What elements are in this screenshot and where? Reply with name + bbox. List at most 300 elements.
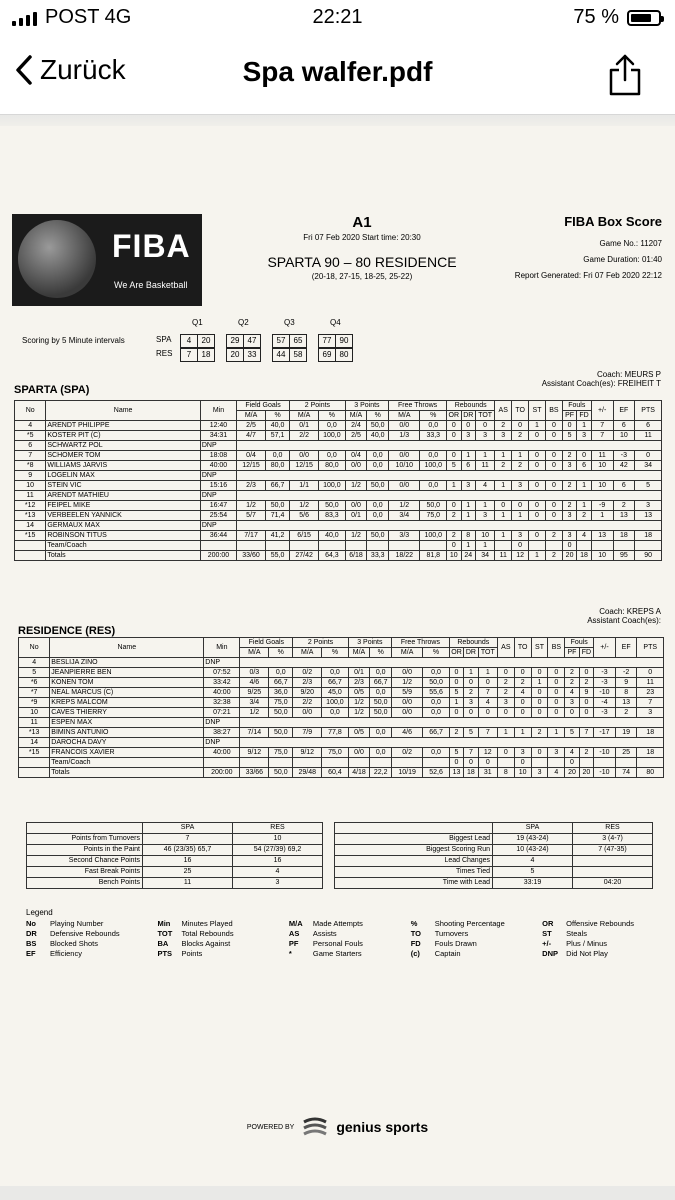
stat-cell: 19 xyxy=(615,728,637,738)
stat-cell: 200:00 xyxy=(204,768,240,778)
stat-cell: 0 xyxy=(497,668,514,678)
stat-cell: 0 xyxy=(579,708,593,718)
empty-cell xyxy=(240,718,664,728)
legend-desc: Offensive Rebounds xyxy=(566,919,634,928)
stat-cell: 1/2 xyxy=(392,678,423,688)
res-intervals-cell: 18 xyxy=(197,348,215,362)
stat-cell: 7 xyxy=(591,431,613,441)
stat-cell: 10 xyxy=(19,708,50,718)
column-header: Name xyxy=(50,638,204,658)
stat-cell: 0 xyxy=(531,668,548,678)
stat-cell: 2 xyxy=(464,688,478,698)
player-name: SCHWARTZ POL xyxy=(46,441,200,451)
stat-cell: 1/2 xyxy=(348,708,370,718)
spa-box-score-table xyxy=(14,400,662,561)
stat-cell: -10 xyxy=(594,688,616,698)
battery-percent: 75 % xyxy=(573,6,619,28)
summary-value: 10 (43-24) xyxy=(493,845,573,856)
stat-cell: 6/18 xyxy=(345,551,367,561)
summary-label: Biggest Lead xyxy=(335,834,493,845)
column-header: TO xyxy=(512,401,529,421)
stat-cell: 2/2 xyxy=(290,431,319,441)
stat-cell: 7 xyxy=(464,748,478,758)
table-row xyxy=(19,768,664,778)
stat-cell xyxy=(15,541,46,551)
stat-cell: 0 xyxy=(497,748,514,758)
stat-cell: 2/3 xyxy=(348,678,370,688)
stat-cell xyxy=(389,541,420,551)
column-header: % xyxy=(370,648,392,658)
stat-cell: -3 xyxy=(594,668,616,678)
stat-cell: 12 xyxy=(512,551,529,561)
stat-cell: 23 xyxy=(637,688,664,698)
stat-cell: 0 xyxy=(579,668,593,678)
res-intervals-cell: 33 xyxy=(243,348,261,362)
legend-column xyxy=(157,919,280,959)
spa-intervals-cell: 65 xyxy=(289,334,307,348)
logo-tagline: We Are Basketball xyxy=(114,280,188,290)
legend-entry xyxy=(157,949,280,959)
stat-cell: 20 xyxy=(565,768,579,778)
stat-cell: 1 xyxy=(461,451,475,461)
stat-cell: 7 xyxy=(15,451,46,461)
column-header: PF xyxy=(562,411,576,421)
stat-cell: 3 xyxy=(461,481,475,491)
stat-cell: 4/7 xyxy=(237,431,266,441)
stat-cell: 50,0 xyxy=(423,678,449,688)
stat-cell: 100,0 xyxy=(319,431,346,441)
stat-cell: *15 xyxy=(15,531,46,541)
spa-intervals-cell: 29 xyxy=(226,334,244,348)
stat-cell: 3 xyxy=(514,748,531,758)
summary-value: 54 (27/39) 69,2 xyxy=(233,845,323,856)
stat-cell: 0 xyxy=(637,668,664,678)
stat-cell: 1 xyxy=(548,728,565,738)
stat-cell: 0 xyxy=(548,708,565,718)
stat-cell: 10 xyxy=(591,551,613,561)
legend-desc: Playing Number xyxy=(50,919,104,928)
game-number: Game No.: 11207 xyxy=(599,239,662,248)
stat-cell: 2 xyxy=(512,431,529,441)
stat-cell: 0,0 xyxy=(370,728,392,738)
stat-cell: 13 xyxy=(615,698,637,708)
stat-cell: 2/2 xyxy=(293,698,322,708)
stat-cell: 100,0 xyxy=(322,698,348,708)
stat-cell xyxy=(322,758,348,768)
legend-abbr: (c) xyxy=(410,949,420,958)
stat-cell: 0 xyxy=(449,708,463,718)
column-header: M/A xyxy=(237,411,266,421)
nav-bar xyxy=(0,36,675,115)
stat-cell: 4 xyxy=(19,658,50,668)
stat-cell: 3 xyxy=(637,708,664,718)
stat-cell: 0 xyxy=(529,511,546,521)
legend-desc: Blocks Against xyxy=(181,939,231,948)
stat-cell: 3 xyxy=(562,531,576,541)
table-row xyxy=(19,658,664,668)
powered-by-label: POWERED BY xyxy=(246,1123,295,1131)
stat-cell: 80,0 xyxy=(319,461,346,471)
stat-cell: 66,7 xyxy=(266,481,290,491)
stat-cell xyxy=(420,541,447,551)
legend-abbr: TO xyxy=(410,929,421,938)
stat-cell: 0,0 xyxy=(370,748,392,758)
stat-cell: 1 xyxy=(577,481,591,491)
stat-cell: 4 xyxy=(577,531,591,541)
column-header: BS xyxy=(548,638,565,658)
stat-cell: 100,0 xyxy=(319,481,346,491)
legend-entry xyxy=(411,949,534,959)
stat-cell xyxy=(293,758,322,768)
stat-cell: 50,0 xyxy=(367,481,389,491)
column-header: % xyxy=(319,411,346,421)
stat-cell: 9 xyxy=(615,678,637,688)
table-row xyxy=(19,738,664,748)
column-header: PF xyxy=(565,648,579,658)
document-edge xyxy=(0,116,675,126)
player-name: Team/Coach xyxy=(46,541,200,551)
stat-cell: 07:52 xyxy=(204,668,240,678)
stat-cell: 0 xyxy=(545,451,562,461)
stat-cell: 0,0 xyxy=(319,451,346,461)
summary-value: 7 (47-35) xyxy=(573,845,653,856)
stat-cell: 33,3 xyxy=(420,431,447,441)
stat-cell: 5 xyxy=(19,668,50,678)
stat-cell: 0 xyxy=(512,421,529,431)
player-name: BESLIJA ZINO xyxy=(50,658,204,668)
stat-cell: *5 xyxy=(15,431,46,441)
doc-header xyxy=(12,214,662,314)
summary-label: Time with Lead xyxy=(335,878,493,889)
stat-cell: 0/0 xyxy=(392,708,423,718)
stat-cell: 9 xyxy=(15,471,46,481)
summary-value: 19 (43-24) xyxy=(493,834,573,845)
legend-desc: Blocked Shots xyxy=(50,939,98,948)
share-button[interactable] xyxy=(605,52,645,96)
column-header: M/A xyxy=(392,648,423,658)
stat-cell xyxy=(579,758,593,768)
stat-cell: 60,4 xyxy=(322,768,348,778)
stat-cell: 0/0 xyxy=(392,668,423,678)
stat-cell: 1 xyxy=(475,541,494,551)
stat-cell: 75,0 xyxy=(269,748,293,758)
stat-cell: 1 xyxy=(495,511,512,521)
stat-cell: 1 xyxy=(475,451,494,461)
summary-value: 16 xyxy=(143,856,233,867)
stat-cell xyxy=(237,541,266,551)
stat-cell: 3 xyxy=(531,768,548,778)
stat-cell: 0/2 xyxy=(293,668,322,678)
summary-label: Times Tied xyxy=(335,867,493,878)
stat-cell: 1/2 xyxy=(237,501,266,511)
stat-cell: 13 xyxy=(591,531,613,541)
summary-header xyxy=(27,823,143,834)
stat-cell: 50,0 xyxy=(269,708,293,718)
legend-desc: Turnovers xyxy=(434,929,469,938)
empty-cell xyxy=(237,491,662,501)
res-coach xyxy=(587,607,661,625)
stat-cell: 0,0 xyxy=(370,668,392,678)
stat-cell xyxy=(615,758,637,768)
legend-abbr: PTS xyxy=(157,949,173,958)
stat-cell: 0,0 xyxy=(420,421,447,431)
stat-cell: 11 xyxy=(637,678,664,688)
legend-entry xyxy=(157,929,280,939)
summary-row xyxy=(335,834,653,845)
stat-cell: 80 xyxy=(637,768,664,778)
stat-cell: 3 xyxy=(475,511,494,521)
game-info xyxy=(262,214,462,281)
stat-cell: 75,0 xyxy=(420,511,447,521)
stat-cell: 0 xyxy=(577,451,591,461)
table-row xyxy=(15,521,662,531)
res-intervals-cell: 80 xyxy=(335,348,353,362)
stat-cell: 3 xyxy=(495,431,512,441)
stat-cell: 3 xyxy=(461,431,475,441)
summary-header: SPA xyxy=(143,823,233,834)
stat-cell: 0 xyxy=(497,708,514,718)
stat-cell xyxy=(348,758,370,768)
stat-cell: 15:16 xyxy=(200,481,236,491)
summary-row xyxy=(27,845,323,856)
stat-cell: 0 xyxy=(447,431,461,441)
stat-cell: 66,7 xyxy=(370,678,392,688)
stat-cell: 1 xyxy=(495,531,512,541)
stat-cell: 2 xyxy=(565,678,579,688)
res-intervals-cell: 58 xyxy=(289,348,307,362)
stat-cell: 4/18 xyxy=(348,768,370,778)
stat-cell: 18 xyxy=(464,768,478,778)
stat-cell: 1/2 xyxy=(348,698,370,708)
stat-cell: 1 xyxy=(495,481,512,491)
stat-cell: 5 xyxy=(449,748,463,758)
pdf-page[interactable] xyxy=(0,126,675,1186)
player-name: JEANPIERRE BEN xyxy=(50,668,204,678)
stat-cell: 90 xyxy=(635,551,662,561)
stat-cell: DNP xyxy=(200,471,236,481)
stat-cell: -3 xyxy=(594,708,616,718)
column-header: Fouls xyxy=(565,638,594,648)
summary-header-row xyxy=(335,823,653,834)
stat-cell xyxy=(423,758,449,768)
stat-cell: 0,0 xyxy=(423,668,449,678)
column-header: M/A xyxy=(293,648,322,658)
stat-cell: *9 xyxy=(19,698,50,708)
stat-cell: 6 xyxy=(635,421,662,431)
legend-abbr: DR xyxy=(26,929,37,938)
table-row xyxy=(19,758,664,768)
stat-cell: 57,1 xyxy=(266,431,290,441)
stat-cell: 5/6 xyxy=(290,511,319,521)
stat-cell: 6 xyxy=(461,461,475,471)
stat-cell: 13 xyxy=(613,511,635,521)
legend-column xyxy=(411,919,534,959)
stat-cell: 50,0 xyxy=(420,501,447,511)
column-header: FD xyxy=(579,648,593,658)
summary-row xyxy=(335,845,653,856)
stat-cell: 11 xyxy=(475,461,494,471)
empty-cell xyxy=(240,738,664,748)
stat-cell: 0 xyxy=(531,708,548,718)
stat-cell: 1/2 xyxy=(345,531,367,541)
stat-cell xyxy=(19,768,50,778)
stat-cell: 0,0 xyxy=(420,481,447,491)
clock: 22:21 xyxy=(312,6,363,28)
stat-cell xyxy=(613,541,635,551)
stat-cell: *12 xyxy=(15,501,46,511)
stat-cell: 0 xyxy=(531,698,548,708)
legend-desc: Minutes Played xyxy=(181,919,233,928)
stat-cell: 0 xyxy=(565,708,579,718)
stat-cell: 55,0 xyxy=(266,551,290,561)
summary-header: SPA xyxy=(493,823,573,834)
stat-cell: 10 xyxy=(591,481,613,491)
stat-cell: 50,0 xyxy=(319,501,346,511)
stat-cell: 3 xyxy=(562,511,576,521)
stat-cell: 0/0 xyxy=(293,708,322,718)
stat-cell: 3 xyxy=(565,698,579,708)
res-box-score-table xyxy=(18,637,664,778)
stat-cell: 12/15 xyxy=(290,461,319,471)
stat-cell: 34:31 xyxy=(200,431,236,441)
summary-value: 7 xyxy=(143,834,233,845)
stat-cell: 3 xyxy=(577,431,591,441)
stat-cell: 2/3 xyxy=(293,678,322,688)
legend-desc: Game Starters xyxy=(312,949,362,958)
stat-cell: 38:27 xyxy=(204,728,240,738)
stat-cell: -10 xyxy=(594,768,616,778)
stat-cell: 71,4 xyxy=(266,511,290,521)
player-name: FEIPEL MIKE xyxy=(46,501,200,511)
back-label: Zurück xyxy=(40,54,126,85)
stat-cell: 3 xyxy=(548,748,565,758)
column-header: ST xyxy=(529,401,546,421)
summary-value: 11 xyxy=(143,878,233,889)
stat-cell xyxy=(370,758,392,768)
stat-cell: 7 xyxy=(637,698,664,708)
column-header: TOT xyxy=(478,648,497,658)
legend-abbr: M/A xyxy=(288,919,303,928)
stat-cell: 5 xyxy=(464,728,478,738)
stat-cell: 2 xyxy=(497,688,514,698)
column-header: FD xyxy=(577,411,591,421)
table-row xyxy=(15,421,662,431)
page-title: Spa walfer.pdf xyxy=(242,56,433,87)
stat-cell: 2 xyxy=(615,708,637,718)
stat-cell: 11 xyxy=(591,451,613,461)
legend-abbr: EF xyxy=(26,949,36,958)
column-header: 3 Points xyxy=(348,638,391,648)
table-row xyxy=(19,718,664,728)
legend-entry xyxy=(542,919,656,929)
legend-abbr: Min xyxy=(157,919,171,928)
stat-cell: 4 xyxy=(548,768,565,778)
stat-cell: -3 xyxy=(613,451,635,461)
stat-cell: 5 xyxy=(447,461,461,471)
stat-cell: 6/15 xyxy=(290,531,319,541)
spa-intervals-cell: 20 xyxy=(197,334,215,348)
stat-cell: 1 xyxy=(577,501,591,511)
player-name: Totals xyxy=(50,768,204,778)
stat-cell: 20 xyxy=(562,551,576,561)
stat-cell: 55,6 xyxy=(423,688,449,698)
stat-cell: 0/0 xyxy=(345,501,367,511)
column-header: Rebounds xyxy=(447,401,495,411)
stat-cell: 3 xyxy=(475,431,494,441)
stat-cell: 34 xyxy=(635,461,662,471)
column-header: TO xyxy=(514,638,531,658)
stat-cell: 11 xyxy=(15,491,46,501)
column-header: ST xyxy=(531,638,548,658)
legend-entry xyxy=(26,949,149,959)
stat-cell: 0/2 xyxy=(392,748,423,758)
stat-cell: DNP xyxy=(200,521,236,531)
player-name: ESPEN MAX xyxy=(50,718,204,728)
share-icon xyxy=(605,52,645,96)
stat-cell: 3 xyxy=(464,698,478,708)
stat-cell: -4 xyxy=(594,698,616,708)
stat-cell: 1 xyxy=(577,421,591,431)
stat-cell: 0 xyxy=(449,668,463,678)
legend-entry xyxy=(542,949,656,959)
stat-cell: 2 xyxy=(545,551,562,561)
column-header: Field Goals xyxy=(240,638,293,648)
legend-desc: Captain xyxy=(434,949,461,958)
legend-desc: Personal Fouls xyxy=(312,939,363,948)
stat-cell: 0 xyxy=(545,511,562,521)
stat-cell: 33/66 xyxy=(240,768,269,778)
stat-cell: 32:38 xyxy=(204,698,240,708)
stat-cell: 3 xyxy=(512,481,529,491)
game-duration: Game Duration: 01:40 xyxy=(583,255,662,264)
stat-cell: 0,0 xyxy=(423,708,449,718)
column-header: M/A xyxy=(389,411,420,421)
stat-cell: -9 xyxy=(591,501,613,511)
stat-cell: 1 xyxy=(591,511,613,521)
stat-cell xyxy=(204,758,240,768)
stat-cell: 10 xyxy=(475,531,494,541)
stat-cell: 11 xyxy=(19,718,50,728)
spa-coach-name: Coach: MEURS P xyxy=(596,370,661,379)
player-name: KONEN TOM xyxy=(50,678,204,688)
stat-cell: 0,0 xyxy=(423,748,449,758)
stat-cell: 4 xyxy=(565,688,579,698)
stat-cell: 5 xyxy=(565,728,579,738)
stat-cell: 1 xyxy=(529,421,546,431)
stat-cell: 0/0 xyxy=(389,451,420,461)
column-header: Min xyxy=(200,401,236,421)
stat-cell: 40,0 xyxy=(266,421,290,431)
stat-cell: 24 xyxy=(461,551,475,561)
player-name: DAROCHA DAVY xyxy=(50,738,204,748)
stat-cell: 1 xyxy=(529,551,546,561)
column-header: Min xyxy=(204,638,240,658)
stat-cell: 4 xyxy=(475,481,494,491)
stat-cell: 0 xyxy=(529,481,546,491)
stat-cell: 0 xyxy=(529,461,546,471)
stat-cell: 45,0 xyxy=(322,688,348,698)
player-name: CAVES THIERRY xyxy=(50,708,204,718)
column-header: M/A xyxy=(348,648,370,658)
stat-cell: 1/3 xyxy=(389,431,420,441)
legend-entry xyxy=(411,939,534,949)
player-name: ARENDT MATHIEU xyxy=(46,491,200,501)
stat-cell: 5/9 xyxy=(392,688,423,698)
stat-cell: 9 xyxy=(579,688,593,698)
column-header: % xyxy=(269,648,293,658)
stat-cell: 34 xyxy=(475,551,494,561)
stat-cell: DNP xyxy=(204,718,240,728)
